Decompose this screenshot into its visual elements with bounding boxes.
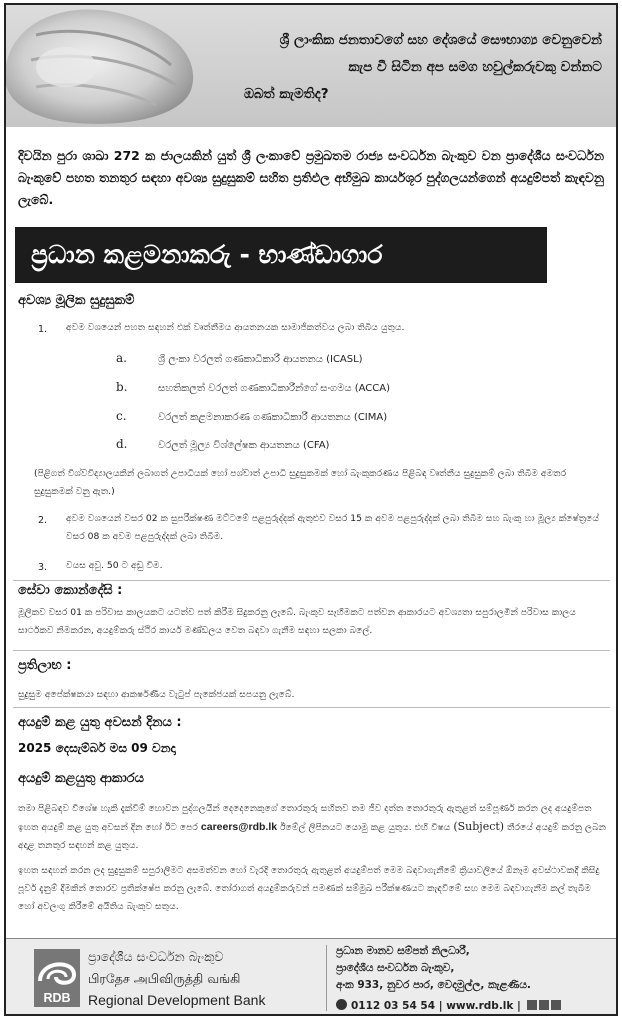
apply-paragraph-2: ඉහත සඳහන් කරන ලද සුදුසුකම් සපුරාලීමට අසමත්වන හෝ වැරදි තොරතුරු ඇතුළත් අයදුම්පත් මෙම බඳවාගැනීමේ ක්‍රියාවලියේ ඕනෑම අවස්ථාවකදී කිසිදු පූර්ව දැනුම් දීමකින් තොරව ප්‍රතික්ෂේප කරනු ලැබේ. තෝරාගත් අයදුම්කරුවන් පමණක් සම්මුඛ පරීක්ෂණයට කැඳවීමේ සහ මෙම බඳවාගැනීම කල් තැබීම හෝ අවලංගු කිරීමේ අයිතිය බැංකුව සතුය.	[18, 865, 600, 912]
logo-letters: RDB	[43, 991, 71, 1005]
banner-line-2: කැප වී සිටින අප සමග හවුල්කරුවකු වන්නට	[348, 59, 602, 75]
bank-name-english: Regional Development Bank	[88, 992, 266, 1008]
facebook-icon[interactable]	[527, 1000, 537, 1010]
apply-text-a: තමා පිළිබඳව විශේෂ හැකි දැක්වීම් හොවන පුද්ගලයින් දෙදෙනෙකුගේ තොරතුරු සහිතව තම ජීව දත්ත තොරතුරු ඇතුළත් සම්පූර්ණ කරන ලද අයදුම්පත ඉහත අයදුම් කළ යුතු අවසන් දින හෝ ඊට පෙර	[18, 803, 592, 833]
item-number: 3.	[38, 562, 48, 573]
item-number: 1.	[38, 324, 48, 335]
option-text: ශ්‍රී ලංකා වරලත් ගණකාධිකාරී ආයතනය (ICASL)	[158, 354, 363, 365]
option-letter: a.	[116, 351, 127, 365]
benefits-heading: ප්‍රතිලාභ :	[18, 658, 72, 673]
qualification-option	[116, 409, 387, 423]
qualification-item-2: අවම වශයෙන් වසර 02 ක සුපරීක්ෂණ මට්ටමේ පළපුරුද්දක් ඇතුළුව වසර 15 ක අවම පළපුරුද්දක් ලබා තිබීම සහ බැංකු හා මූල්‍ය ක්ෂේත්‍රයේ වසර 08 ක අවම පළපුරුද්දක් ලබා තිබීම.	[66, 513, 599, 542]
separator: |	[517, 1000, 521, 1012]
option-text: සහතිකලත් වරලත් ගණකාධිකාරීන්ගේ සංගමය (ACCA)	[158, 383, 391, 394]
address-line-1: ප්‍රධාන මානව සම්පත් නිලධාරී,	[336, 945, 470, 957]
rdb-logo-mark-icon	[34, 949, 80, 989]
qualification-option	[116, 437, 329, 451]
address-line-2: ප්‍රාදේශීය සංවර්ධන බැංකුව,	[336, 962, 455, 974]
bank-name-tamil: பிரதேச அபிவிருத்தி வங்கி	[88, 971, 241, 986]
item-number: 2.	[38, 515, 48, 526]
qualification-note: (පිළිගත් විශ්වවිද්‍යාලයකින් ලබාගත් උපාධියක් හෝ පශ්චාත් උපාධි සුදුසුකමක් හෝ බැංකුකරණය පිළිබඳ වෘත්තීය සුදුසුකම් ලබා තිබීම අමතර සුදුසුකමක් වනු ඇත.)	[34, 468, 567, 497]
option-text: වරලත් මූල්‍ය විශ්ලේෂක ආයතනය (CFA)	[158, 440, 330, 451]
footer-divider	[326, 945, 327, 1011]
subject-label: (Subject)	[453, 820, 505, 833]
footer	[6, 938, 616, 1016]
advertisement-frame	[4, 3, 618, 1016]
apply-text-c: තීරයේ අයදුම් කරනු ලබන අදාළ තනතුර සඳහන් කළ යුතුය.	[18, 822, 607, 851]
banner-line-3: ඔබත් කැමතිද?	[244, 86, 329, 102]
service-text: මූලිකව වසර 01 ක පරිවාස කාලයකට යටත්ව පත් කිරීම සිදුකරනු ලැබේ. බැංකුව සෑහීමකට පත්වන ආකාරයට අවශ්‍යතා සපුරාලමින් පරිවාස කාලය සාර්ථකව නිමකරන, අයදුම්කරු ස්ථිර කාර්ය මණ්ඩලය වෙත බඳවා ගැනීම සඳහා සලකා බලේ.	[18, 607, 576, 636]
qualification-option	[116, 380, 390, 394]
phone-icon	[336, 999, 347, 1010]
banner-text	[182, 27, 602, 108]
apply-paragraph-1	[18, 800, 610, 855]
job-title: ප්‍රධාන කළමනාකරු - භාණ්ඩාගාර	[31, 240, 383, 269]
conch-shell-icon	[6, 5, 206, 127]
intro-paragraph: දිවයින පුරා ශාඛා 272 ක ජාලයකින් යුත් ශ්‍රී ලංකාවේ ප්‍රමුඛතම රාජ්‍ය සංවර්ධන බැංකුව වන ප්‍රාදේශීය සංවර්ධන බැංකුවේ පහත තනතුර සඳහා අවශ්‍ය සුදුසුකම් සහිත ප්‍රතිඵල අභිමුඛ කාර්යශූර පුද්ගලයන්ගෙන් අයදුම්පත් කැඳවනු ලැබේ.	[18, 148, 604, 207]
qualifications-heading: අවශ්‍ය මූලික සුදුසුකම්	[18, 293, 135, 308]
phone-number[interactable]: 0112 03 54 54	[351, 1000, 436, 1012]
option-text: වරලත් කළමනාකරණ ගණකාධිකාරී ආයතනය (CIMA)	[158, 412, 388, 423]
qualification-option	[116, 351, 363, 365]
rdb-logo	[34, 949, 80, 1007]
qualification-item-1: අවම වශයෙන් පහත සඳහන් එක් වෘත්තීමය ආයතනයක සාමාජිකත්වය ලබා තිබිය යුතුය.	[66, 322, 405, 333]
apply-text-b: ඊමේල් ලිපිනයට යොමු කළ යුතුය. එහි විෂය	[280, 822, 451, 833]
address-line-3: අංක 933, නුවර පාර, වෙදමුල්ල, කැළණිය.	[336, 979, 531, 991]
careers-email-link[interactable]: careers@rdb.lk	[200, 821, 278, 833]
job-title-bar	[15, 227, 547, 283]
service-heading: සේවා කොන්දේසි :	[18, 583, 123, 598]
option-letter: c.	[116, 409, 127, 423]
benefits-text: සුදුසුම අපේක්ෂකයා සඳහා ආකර්ෂණීය වැටුප් පැකේජයක් සපයනු ලැබේ.	[18, 689, 295, 700]
deadline-heading: අයදුම් කළ යුතු අවසන් දිනය :	[18, 715, 182, 730]
bank-name-sinhala: ප්‍රාදේශීය සංවර්ධන බැංකුව	[88, 949, 224, 964]
option-letter: d.	[116, 437, 128, 451]
divider	[13, 707, 610, 708]
divider	[13, 580, 610, 581]
contact-row	[336, 999, 561, 1012]
twitter-icon[interactable]	[539, 1000, 549, 1010]
youtube-icon[interactable]	[551, 1000, 561, 1010]
separator: |	[438, 1000, 443, 1012]
banner-line-1: ශ්‍රී ලාංකික ජනතාවගේ සහ දේශයේ සෞභාග්‍ය වෙනුවෙන්	[279, 32, 602, 48]
qualification-item-3: වයස අවු. 50 ට අඩු විම.	[66, 560, 163, 571]
deadline-date: 2025 දෙසැම්බර් මස 09 වනදා	[18, 741, 176, 755]
header-banner	[6, 5, 616, 127]
apply-heading: අයදුම් කළයුතු ආකාරය	[18, 771, 144, 786]
divider	[13, 650, 610, 651]
option-letter: b.	[116, 380, 128, 394]
website-link[interactable]: www.rdb.lk	[446, 1000, 514, 1012]
